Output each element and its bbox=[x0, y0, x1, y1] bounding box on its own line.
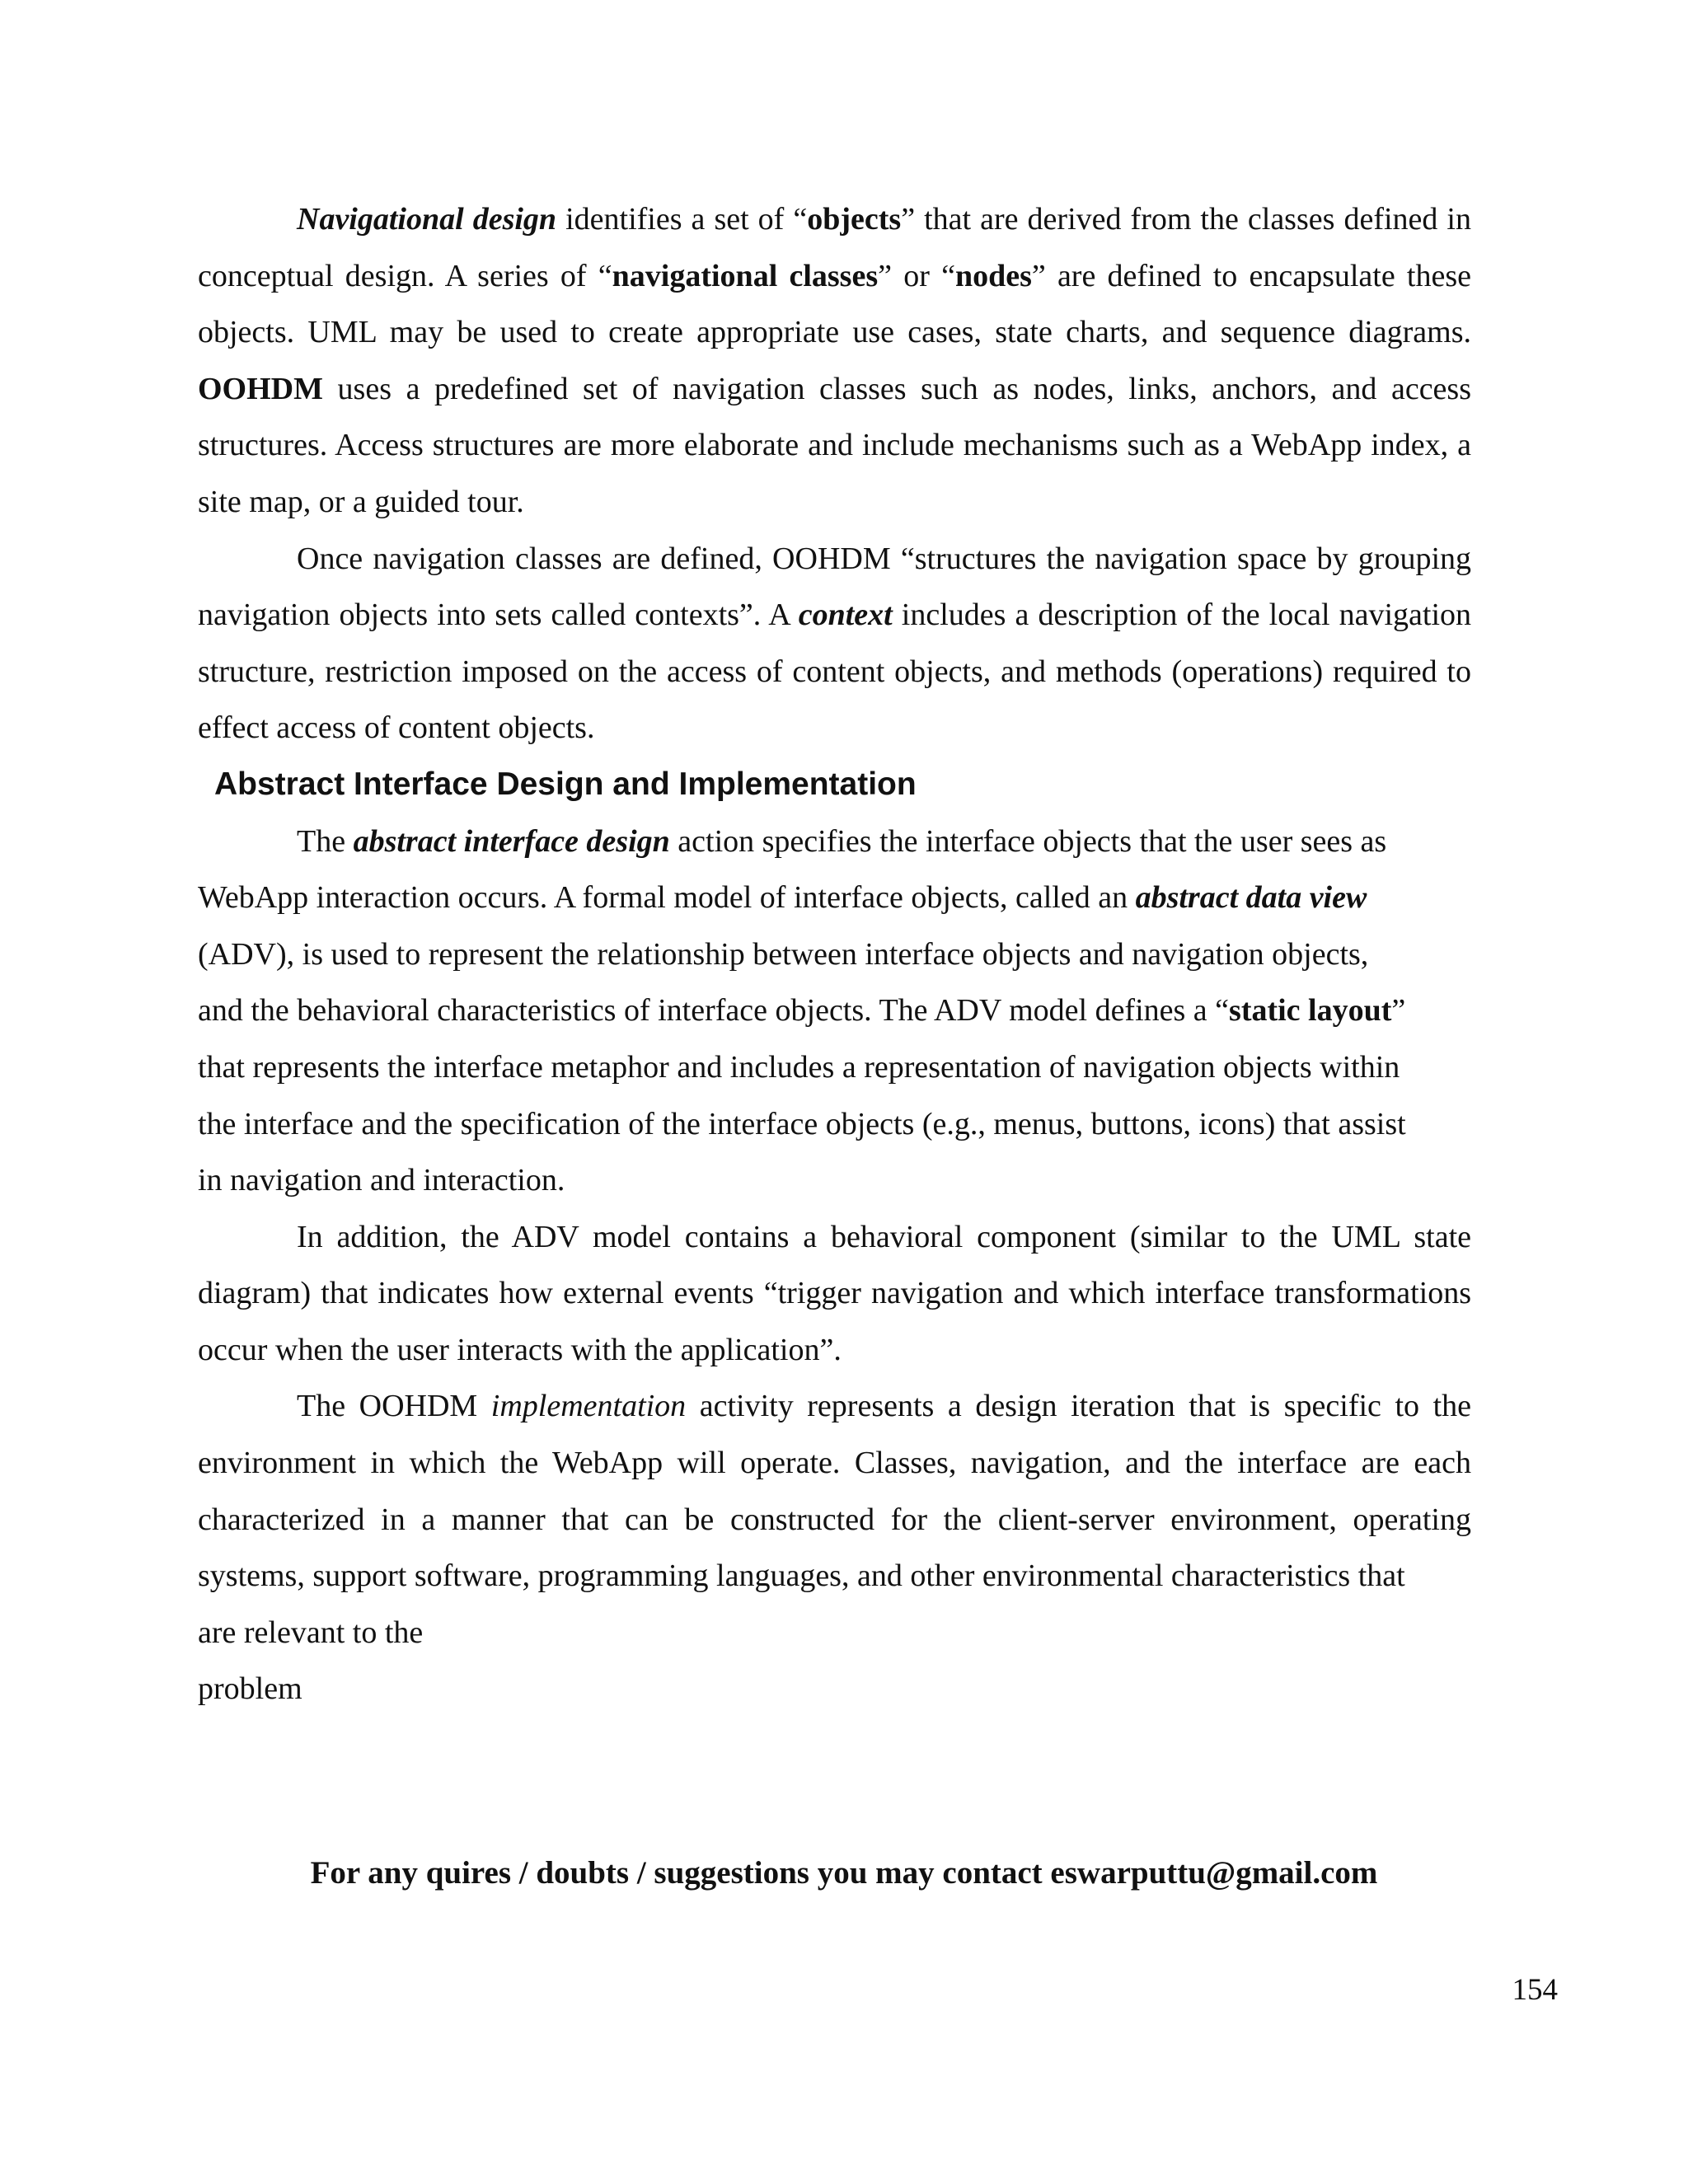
term-navigational-classes: navigational classes bbox=[612, 258, 879, 293]
term-abstract-data-view: abstract data view bbox=[1135, 880, 1367, 916]
page-number: 154 bbox=[1512, 1973, 1558, 2007]
term-abstract-interface-design: abstract interface design bbox=[353, 823, 670, 859]
paragraph-abstract-interface: The abstract interface design action specifies the interface objects that the user sees as WebApp interaction occurs. A formal model of interface objects, called an abstract data view (ADV), is used to represent the relationship between interface objects and navigation objects, and the behavioral characteristics of interface objects. The ADV model defines a “static layout” that represents the interface metaphor and includes a representation of navigation objects within the interface and the specification of the interface objects (e.g., menus, buttons, icons) that assist in navigation and interaction. bbox=[198, 823, 1406, 1198]
section-heading: Abstract Interface Design and Implementation bbox=[214, 766, 917, 802]
paragraph-navigational-design: Navigational design identifies a set of “objects” that are derived from the classes defined in conceptual design. A series of “navigational classes” or “nodes” are defined to encapsulate these objects. UML may be used to create appropriate use cases, state charts, and sequence diagrams. OOHDM uses a predefined set of navigation classes such as nodes, links, anchors, and access structures. Access structures are more elaborate and include mechanisms such as a WebApp index, a site map, or a guided tour. bbox=[198, 202, 1471, 519]
term-objects: objects bbox=[807, 202, 902, 237]
term-static-layout: static layout bbox=[1229, 993, 1392, 1029]
term-context: context bbox=[798, 598, 893, 633]
term-oohdm: OOHDM bbox=[198, 371, 323, 406]
body-text bbox=[198, 191, 1471, 1718]
footer-contact: For any quires / doubts / suggestions you may contact eswarputtu@gmail.com bbox=[310, 1855, 1378, 1891]
paragraph-behavioral-component: In addition, the ADV model contains a behavioral component (similar to the UML state diagram) that indicates how external events “trigger navigation and which interface transformations occur when the user interacts with the application”. bbox=[198, 1219, 1471, 1367]
term-nodes: nodes bbox=[954, 258, 1032, 293]
term-navigational-design: Navigational design bbox=[297, 202, 557, 237]
paragraph-contexts: Once navigation classes are defined, OOHDM “structures the navigation space by grouping navigation objects into sets called contexts”. A context includes a description of the local navigation structure, restriction imposed on the access of content objects, and methods (operations) required to effect access of content objects. bbox=[198, 541, 1472, 746]
term-implementation: implementation bbox=[490, 1389, 687, 1424]
paragraph-implementation: The OOHDM implementation activity represents a design iteration that is specific to the environment in which the WebApp will operate. Classes, navigation, and the interface are each characterized in a manner that can be constructed for the client-server environment, operating systems, support software, programming languages, and other environmental characteristics that are relevant to the problem bbox=[198, 1389, 1472, 1707]
